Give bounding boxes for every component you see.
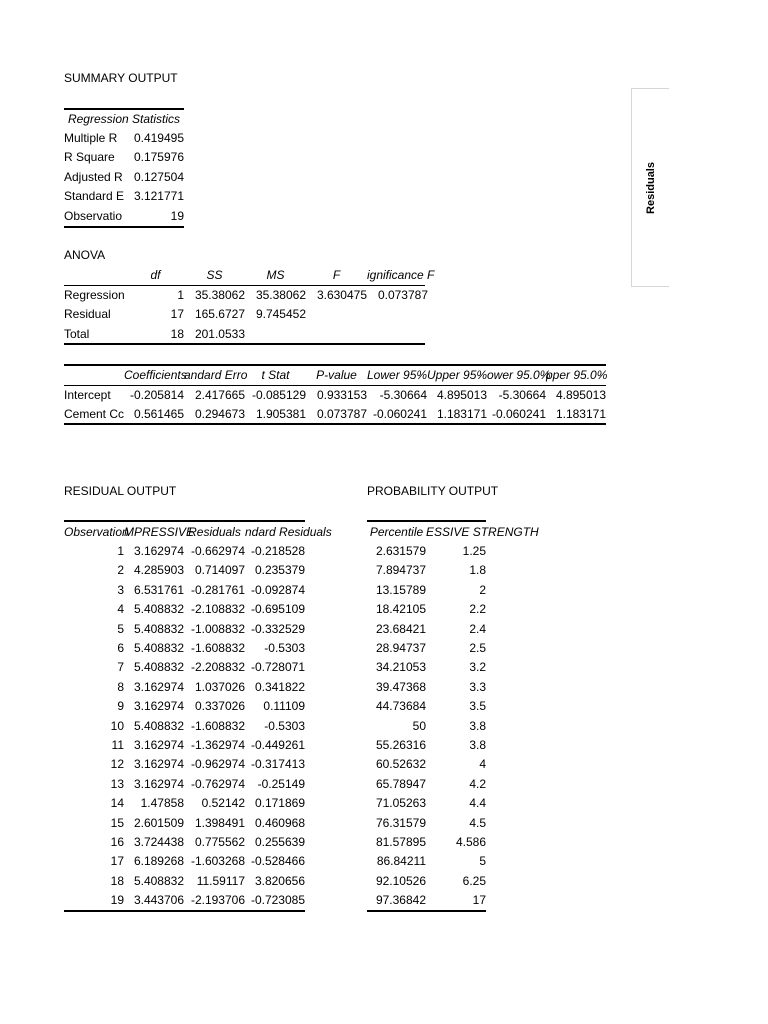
residual-cell: 16 bbox=[110, 835, 124, 849]
probability-cell: 13.15789 bbox=[375, 583, 426, 597]
probability-cell: 2 bbox=[479, 583, 486, 597]
residual-cell: 14 bbox=[110, 796, 124, 810]
regstats-label: Standard E bbox=[64, 189, 125, 203]
probability-header-cell: ESSIVE STRENGTH bbox=[426, 525, 539, 539]
residual-cell: 1 bbox=[117, 544, 124, 558]
residual-cell: 3.820656 bbox=[254, 874, 305, 888]
probability-cell: 2.4 bbox=[469, 622, 486, 636]
coef-cell: 4.895013 bbox=[436, 388, 487, 402]
residual-cell: 4.285903 bbox=[133, 563, 184, 577]
anova-cell: 3.630475 bbox=[316, 288, 367, 302]
coef-header-cell: Coefficients bbox=[124, 368, 187, 382]
residual-cell: -0.092874 bbox=[250, 583, 305, 597]
residuals-tab-label: Residuals bbox=[644, 161, 657, 214]
residual-cell: 8 bbox=[117, 680, 124, 694]
residual-cell: -1.008832 bbox=[190, 622, 245, 636]
residual-cell: -0.5303 bbox=[264, 719, 305, 733]
coef-header-cell: andard Erro bbox=[184, 368, 248, 382]
regstats-value: 0.127504 bbox=[133, 170, 184, 184]
residual-cell: -0.281761 bbox=[190, 583, 245, 597]
residual-cell: 0.11109 bbox=[263, 699, 305, 713]
residual-cell: 0.775562 bbox=[194, 835, 245, 849]
probability-cell: 3.8 bbox=[469, 719, 486, 733]
residual-cell: 6 bbox=[117, 641, 124, 655]
regstats-label: Adjusted R bbox=[64, 170, 123, 184]
residual-cell: 6.189268 bbox=[133, 854, 184, 868]
anova-row-label: Residual bbox=[64, 307, 111, 321]
residual-cell: 18 bbox=[110, 874, 124, 888]
probability-cell: 3.5 bbox=[469, 699, 486, 713]
residual-cell: 3.162974 bbox=[133, 699, 184, 713]
probability-cell: 5 bbox=[479, 854, 486, 868]
residual-cell: 5.408832 bbox=[133, 874, 184, 888]
residual-cell: 1.398491 bbox=[194, 816, 245, 830]
residual-cell: 1.47858 bbox=[140, 796, 184, 810]
residual-cell: 0.171869 bbox=[254, 796, 305, 810]
residual-cell: 17 bbox=[110, 854, 124, 868]
probability-cell: 86.84211 bbox=[376, 854, 426, 868]
anova-header-cell: SS bbox=[206, 268, 223, 282]
residual-cell: -0.962974 bbox=[190, 757, 245, 771]
residual-cell: 0.235379 bbox=[254, 563, 305, 577]
coef-header-cell: Lower 95% bbox=[367, 368, 428, 382]
residual-cell: -0.662974 bbox=[190, 544, 245, 558]
probability-cell: 17 bbox=[472, 893, 486, 907]
residual-cell: -0.449261 bbox=[250, 738, 305, 752]
probability-cell: 34.21053 bbox=[375, 660, 426, 674]
probability-cell: 55.26316 bbox=[375, 738, 426, 752]
residual-header-cell: ndard Residuals bbox=[245, 525, 332, 539]
probability-cell: 81.57895 bbox=[375, 835, 426, 849]
residual-cell: 0.337026 bbox=[194, 699, 245, 713]
regstats-value: 3.121771 bbox=[133, 189, 184, 203]
residual-cell: 0.255639 bbox=[254, 835, 305, 849]
residual-cell: 2 bbox=[117, 563, 124, 577]
residual-cell: 13 bbox=[110, 777, 124, 791]
anova-cell: 35.38062 bbox=[194, 288, 245, 302]
residual-cell: 5.408832 bbox=[133, 622, 184, 636]
residual-output-title: RESIDUAL OUTPUT bbox=[64, 484, 177, 498]
anova-bottom-rule bbox=[64, 343, 425, 345]
regstats-label: Multiple R bbox=[64, 131, 118, 145]
regstats-value: 0.175976 bbox=[133, 150, 184, 164]
residual-cell: 11.59117 bbox=[196, 874, 245, 888]
coef-cell: 1.183171 bbox=[436, 407, 487, 421]
anova-row-label: Total bbox=[64, 327, 90, 341]
coef-cell: -5.30664 bbox=[379, 388, 427, 402]
regstats-label: Observatio bbox=[64, 209, 123, 223]
residual-top-rule bbox=[64, 520, 305, 522]
probability-cell: 60.52632 bbox=[375, 757, 426, 771]
regstats-label: R Square bbox=[64, 150, 115, 164]
probability-cell: 50 bbox=[412, 719, 426, 733]
residual-cell: 4 bbox=[117, 602, 124, 616]
anova-cell: 9.745452 bbox=[255, 307, 306, 321]
coef-cell: 2.417665 bbox=[194, 388, 245, 402]
residual-cell: 1.037026 bbox=[194, 680, 245, 694]
residuals-sheet-tab[interactable] bbox=[631, 88, 669, 287]
anova-header-cell: MS bbox=[266, 268, 285, 282]
coef-header-cell: ower 95.0% bbox=[487, 368, 551, 382]
probability-cell: 3.8 bbox=[469, 738, 486, 752]
probability-cell: 23.68421 bbox=[375, 622, 426, 636]
residual-cell: -0.5303 bbox=[264, 641, 305, 655]
coef-cell: -0.205814 bbox=[129, 388, 184, 402]
residual-cell: 5.408832 bbox=[133, 641, 184, 655]
probability-output-title: PROBABILITY OUTPUT bbox=[367, 484, 499, 498]
probability-cell: 1.25 bbox=[462, 544, 486, 558]
anova-row-label: Regression bbox=[64, 288, 125, 302]
coef-header-cell: pper 95.0% bbox=[546, 368, 608, 382]
probability-top-rule bbox=[367, 520, 486, 522]
residual-cell: 15 bbox=[110, 816, 124, 830]
probability-cell: 97.36842 bbox=[375, 893, 426, 907]
anova-cell: 0.073787 bbox=[377, 288, 428, 302]
anova-cell bbox=[367, 325, 428, 343]
residual-cell: -1.608832 bbox=[190, 719, 245, 733]
probability-cell: 3.2 bbox=[469, 660, 486, 674]
probability-cell: 4.2 bbox=[469, 777, 486, 791]
residual-bottom-rule bbox=[64, 910, 305, 912]
coef-row-label: Cement Cc bbox=[64, 407, 125, 421]
anova-header-cell: F bbox=[332, 268, 341, 282]
residual-cell: 0.714097 bbox=[194, 563, 245, 577]
anova-cell: 165.6727 bbox=[194, 307, 245, 321]
residual-cell: -0.762974 bbox=[190, 777, 245, 791]
coef-header-rule bbox=[64, 385, 606, 386]
probability-cell: 71.05263 bbox=[375, 796, 426, 810]
anova-cell: 35.38062 bbox=[255, 288, 306, 302]
residual-header-cell: MPRESSIVE bbox=[124, 525, 195, 539]
residual-cell: 3.162974 bbox=[133, 757, 184, 771]
coef-cell: -0.085129 bbox=[251, 388, 306, 402]
coef-cell: -0.060241 bbox=[372, 407, 427, 421]
residual-cell: 6.531761 bbox=[133, 583, 184, 597]
probability-cell: 2.5 bbox=[469, 641, 486, 655]
probability-header-cell: Percentile bbox=[369, 525, 424, 539]
probability-cell: 2.631579 bbox=[375, 544, 426, 558]
anova-header-cell: ignificance F bbox=[367, 268, 435, 282]
residual-cell: 3 bbox=[117, 583, 124, 597]
residual-cell: 5.408832 bbox=[133, 602, 184, 616]
coef-cell: 1.183171 bbox=[555, 407, 606, 421]
regstats-value: 0.419495 bbox=[133, 131, 184, 145]
anova-cell: 17 bbox=[170, 307, 184, 321]
residual-cell: 2.601509 bbox=[133, 816, 184, 830]
probability-bottom-rule bbox=[367, 910, 486, 912]
residual-header-cell: Observation bbox=[64, 525, 129, 539]
probability-cell: 92.10526 bbox=[375, 874, 426, 888]
residual-cell: 12 bbox=[110, 757, 124, 771]
residual-cell: -2.108832 bbox=[190, 602, 245, 616]
coef-cell: 0.294673 bbox=[194, 407, 245, 421]
residual-cell: 3.724438 bbox=[133, 835, 184, 849]
probability-cell: 4 bbox=[479, 757, 486, 771]
anova-cell: 18 bbox=[170, 327, 184, 341]
probability-cell: 18.42105 bbox=[375, 602, 426, 616]
residual-cell: -2.208832 bbox=[190, 660, 245, 674]
residual-cell: -1.362974 bbox=[190, 738, 245, 752]
residual-cell: 5.408832 bbox=[133, 719, 184, 733]
residual-header-cell: Residuals bbox=[188, 525, 241, 539]
residual-cell: 3.162974 bbox=[133, 544, 184, 558]
coef-header-cell: t Stat bbox=[261, 368, 290, 382]
residual-cell: 5.408832 bbox=[133, 660, 184, 674]
regstats-header: Regression Statistics bbox=[67, 112, 181, 126]
anova-header-rule bbox=[64, 285, 425, 286]
coef-cell: 1.905381 bbox=[255, 407, 306, 421]
probability-cell: 39.47368 bbox=[375, 680, 426, 694]
probability-cell: 76.31579 bbox=[375, 816, 426, 830]
coef-cell: 4.895013 bbox=[555, 388, 606, 402]
residual-cell: 5 bbox=[117, 622, 124, 636]
probability-cell: 4.586 bbox=[455, 835, 486, 849]
residual-cell: 3.162974 bbox=[133, 680, 184, 694]
coef-cell: 0.073787 bbox=[316, 407, 367, 421]
regstats-bottom-rule bbox=[64, 226, 184, 228]
regstats-value: 19 bbox=[170, 209, 184, 223]
coef-cell: 0.561465 bbox=[133, 407, 184, 421]
anova-cell: 1 bbox=[177, 288, 184, 302]
probability-cell: 44.73684 bbox=[375, 699, 426, 713]
probability-cell: 3.3 bbox=[469, 680, 486, 694]
coef-header-cell: Upper 95% bbox=[427, 368, 488, 382]
residual-cell: -0.728071 bbox=[250, 660, 305, 674]
residual-cell: 0.52142 bbox=[201, 796, 245, 810]
residual-cell: -1.608832 bbox=[190, 641, 245, 655]
residual-cell: -2.193706 bbox=[190, 893, 245, 907]
anova-title: ANOVA bbox=[64, 248, 106, 262]
coef-cell: -0.060241 bbox=[491, 407, 546, 421]
probability-cell: 1.8 bbox=[469, 563, 486, 577]
residual-cell: 9 bbox=[117, 699, 124, 713]
probability-cell: 7.894737 bbox=[375, 563, 426, 577]
residual-cell: 10 bbox=[110, 719, 124, 733]
anova-cell bbox=[245, 325, 306, 343]
anova-cell: 201.0533 bbox=[194, 327, 245, 341]
probability-cell: 65.78947 bbox=[375, 777, 426, 791]
coef-cell: 0.933153 bbox=[316, 388, 367, 402]
coef-cell: -5.30664 bbox=[498, 388, 546, 402]
residual-cell: 3.443706 bbox=[133, 893, 184, 907]
coef-bottom-rule bbox=[64, 423, 606, 425]
residual-cell: 3.162974 bbox=[133, 738, 184, 752]
residual-cell: -0.723085 bbox=[250, 893, 305, 907]
coef-row-label: Intercept bbox=[64, 388, 111, 402]
residual-cell: 0.341822 bbox=[254, 680, 305, 694]
probability-cell: 2.2 bbox=[469, 602, 486, 616]
summary-title: SUMMARY OUTPUT bbox=[64, 71, 178, 85]
residual-cell: 7 bbox=[117, 660, 124, 674]
anova-cell bbox=[367, 305, 428, 323]
coef-header-cell: P-value bbox=[316, 368, 357, 382]
residual-cell: 0.460968 bbox=[254, 816, 305, 830]
residual-cell: -0.695109 bbox=[250, 602, 305, 616]
residual-cell: -0.332529 bbox=[250, 622, 305, 636]
probability-cell: 4.5 bbox=[469, 816, 486, 830]
probability-cell: 4.4 bbox=[469, 796, 486, 810]
residual-cell: 3.162974 bbox=[133, 777, 184, 791]
anova-header-cell: df bbox=[150, 268, 161, 282]
anova-cell bbox=[306, 325, 367, 343]
residual-cell: -0.218528 bbox=[250, 544, 305, 558]
residual-cell: -0.528466 bbox=[250, 854, 305, 868]
residual-cell: -0.317413 bbox=[250, 757, 305, 771]
residual-cell: -0.25149 bbox=[257, 777, 305, 791]
residual-cell: -1.603268 bbox=[190, 854, 245, 868]
probability-cell: 6.25 bbox=[462, 874, 486, 888]
probability-cell: 28.94737 bbox=[375, 641, 426, 655]
residual-cell: 19 bbox=[110, 893, 124, 907]
anova-cell bbox=[306, 305, 367, 323]
residual-cell: 11 bbox=[111, 738, 124, 752]
